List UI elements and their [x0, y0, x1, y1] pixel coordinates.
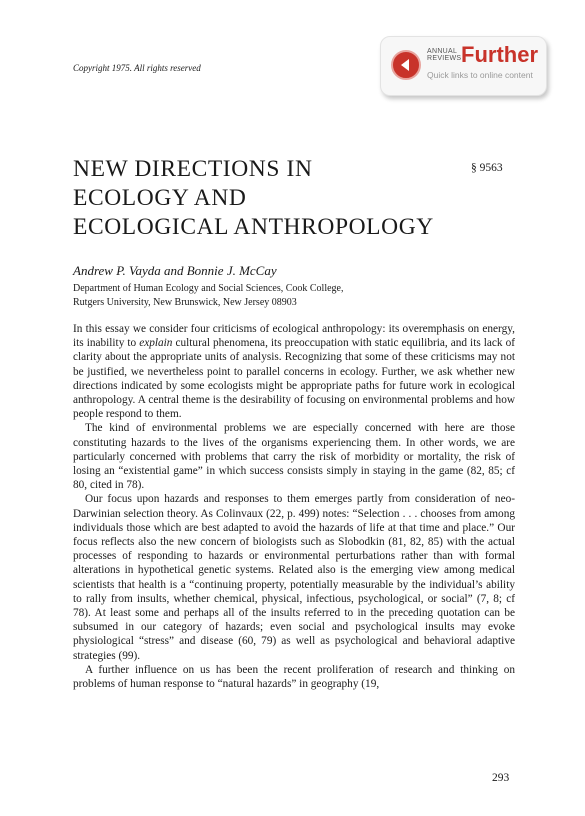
title-line: ECOLOGICAL ANTHROPOLOGY	[73, 214, 434, 240]
copyright-notice: Copyright 1975. All rights reserved	[73, 63, 201, 73]
page-number: 293	[492, 772, 510, 784]
quick-links-subtitle: Quick links to online content	[427, 70, 533, 80]
section-code: § 9563	[471, 162, 503, 174]
paragraph-hazards: The kind of environmental problems we are especially concerned with here are those constituting hazards to the lives of the organisms experiencing them. In other words, we are particularly concerned with problems that carry the risk of morbidity or mortality, the risk of losing an “existential game” in which success consists simply in staying in the game (82, 85; cf 80, cited in 78).	[73, 422, 515, 492]
reviews-label: REVIEWS	[427, 55, 462, 62]
author-affiliation	[73, 282, 344, 309]
article-body	[73, 322, 515, 691]
title-line: ECOLOGY AND	[73, 185, 247, 211]
annual-label: ANNUAL	[427, 48, 458, 55]
further-label: Further	[461, 42, 538, 67]
paragraph-selection: Our focus upon hazards and responses to them emerges partly from consideration of neo-Darwinian selection theory. As Colinvaux (22, p. 499) notes: “Selection . . . chooses from among individuals those which are best adapted to avoid the hazards of life at that time and place.” Our focus reflects also the new concern of biologists such as Slobodkin (81, 82, 85) with the actual processes of responding to hazards or environmental perturbations rather than with formal alterations in hypothetical genetic systems. Related also is the emerging view among medical scientists that health is a “continuing property, potentially measurable by the individual’s ability to rally from insults, whether chemical, physical, infectious, psychological, or social” (7, 8; cf 78). At least some and perhaps all of the insults referred to in the preceding quotation can be subsumed in our category of hazards; even social and psychological insults may evoke physiological “stress” and disease (60, 79) as well as psychological and behavioral adaptive strategies (99).	[73, 493, 515, 662]
annual-reviews-wordmark	[427, 48, 461, 62]
affiliation-line: Department of Human Ecology and Social Sciences, Cook College,	[73, 283, 344, 294]
title-line: NEW DIRECTIONS IN	[73, 156, 313, 182]
affiliation-line: Rutgers University, New Brunswick, New Jersey 08903	[73, 296, 297, 308]
article-title	[73, 155, 434, 242]
article-authors: Andrew P. Vayda and Bonnie J. McCay	[73, 263, 277, 278]
emphasis-explain: explain	[139, 337, 173, 350]
paragraph-intro: In this essay we consider four criticisms of ecological anthropology: its overemphasis on energy, its inability to explain cultural phenomena, its preoccupation with static equilibria, and its lack of clarity about the appropriate units of analysis. Recognizing that some of these criticisms may not be justified, we nevertheless point to parallel concerns in ecology. Further, we ask whether new directions indicated by some ecologists might be appropriate paths for future work in ecological anthropology. A central theme is the desirability of focusing on environmental problems and how people respond to them.	[73, 323, 515, 421]
annual-reviews-further-badge[interactable]	[380, 36, 547, 96]
back-arrow-icon	[391, 50, 421, 80]
paragraph-natural-hazards: A further influence on us has been the recent proliferation of research and thinking on problems of human response to “natural hazards” in geography (19,	[73, 663, 515, 691]
